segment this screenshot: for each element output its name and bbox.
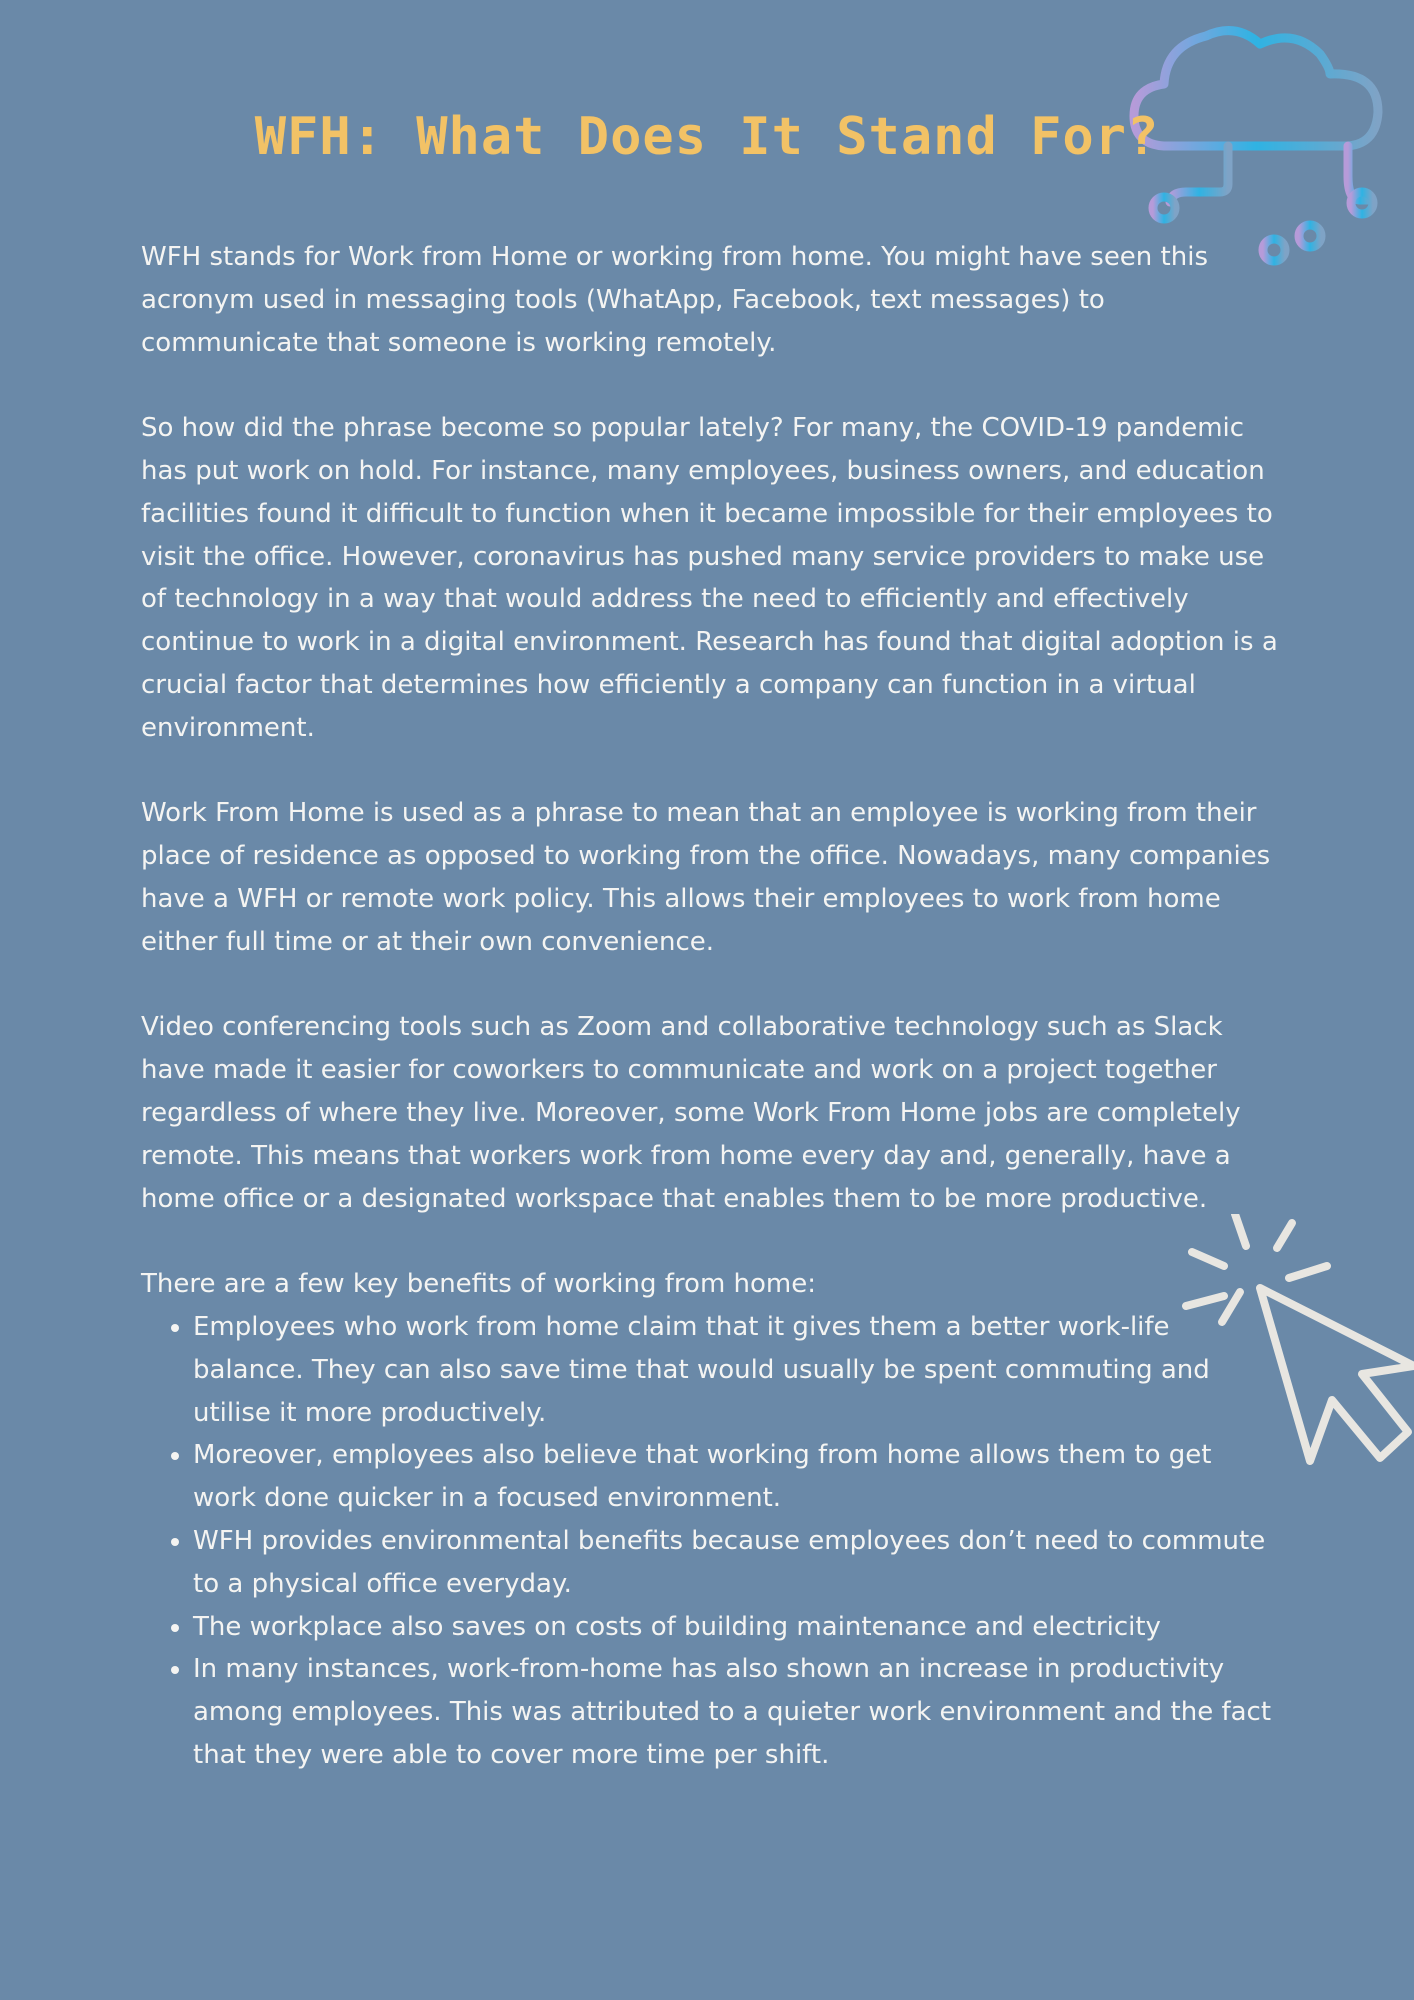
list-item: • The workplace also saves on costs of building maintenance and electricity (193, 1606, 1281, 1649)
mouse-cursor-click-icon (1182, 1214, 1414, 1478)
benefits-intro: There are a few key benefits of working from home: (141, 1269, 817, 1300)
paragraph-intro: WFH stands for Work from Home or working from home. You might have seen this acronym used in messaging tools (WhatApp, Facebook, text messages) to communicate that someone is working remotely. (141, 242, 1208, 358)
list-item: • Moreover, employees also believe that working from home allows them to get work done quicker in a focused environment. (193, 1434, 1281, 1520)
article-body (141, 236, 1281, 1777)
page-title: WFH: What Does It Stand For? (254, 107, 1160, 167)
benefits-list (141, 1306, 1281, 1777)
list-item: • In many instances, work-from-home has also shown an increase in productivity among employees. This was attributed to a quieter work environment and the fact that they were able to cover more time per shift. (193, 1648, 1281, 1776)
paragraph-definition: Work From Home is used as a phrase to mean that an employee is working from their place of residence as opposed to working from the office. Nowadays, many companies have a WFH or remote work policy. This allows their employees to work from home either full time or at their own convenience. (141, 798, 1271, 957)
paragraph-tools: Video conferencing tools such as Zoom and collaborative technology such as Slack have made it easier for coworkers to communicate and work on a project together regardless of where they live. Moreover, some Work From Home jobs are completely remote. This means that workers work from home every day and, generally, have a home office or a designated workspace that enables them to be more productive. (141, 1012, 1241, 1214)
list-item: • Employees who work from home claim that it gives them a better work-life balance. They can also save time that would usually be spent commuting and utilise it more productively. (193, 1306, 1281, 1434)
list-item: • WFH provides environmental benefits because employees don’t need to commute to a physical office everyday. (193, 1520, 1281, 1606)
paragraph-popularity: So how did the phrase become so popular lately? For many, the COVID-19 pandemic has put work on hold. For instance, many employees, business owners, and education facilities found it difficult to function when it became impossible for their employees to visit the office. However, coronavirus has pushed many service providers to make use of technology in a way that would address the need to efficiently and effectively continue to work in a digital environment. Research has found that digital adoption is a crucial factor that determines how efficiently a company can function in a virtual environment. (141, 413, 1278, 743)
